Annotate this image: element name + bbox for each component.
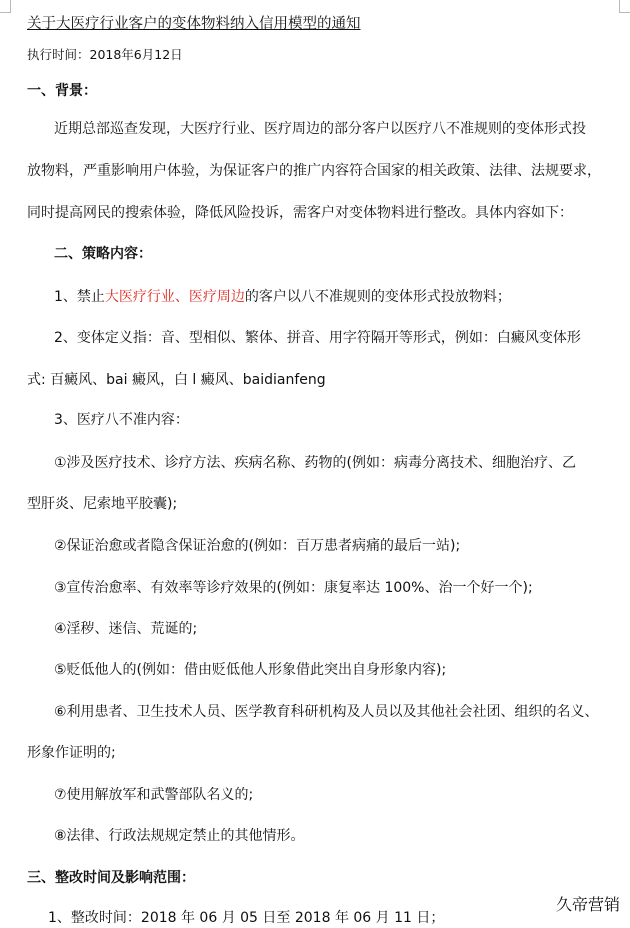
section3-item-1: 1、整改时间：2018 年 06 月 05 日至 2018 年 06 月 11 日；: [48, 910, 445, 926]
strategy-item-1-highlight: 大医疗行业、医疗周边: [104, 289, 245, 305]
document-title: 关于大医疗行业客户的变体物料纳入信用模型的通知: [27, 16, 361, 32]
watermark-text: 久帝营销: [555, 895, 620, 914]
strategy-item-1-suffix: 的客户以八不准规则的变体形式投放物料；: [244, 289, 511, 305]
section2-heading: 二、策略内容：: [54, 246, 152, 262]
page-corner-mark-left: [0, 0, 11, 13]
rule-8: ⑧法律、行政法规规定禁止的其他情形。: [54, 828, 305, 844]
section3-heading: 三、整改时间及影响范围：: [27, 870, 195, 886]
strategy-item-2-line-2: 式: 百癜风、bai 癜风，白 l 癜风、baidianfeng: [27, 372, 326, 388]
strategy-item-1-prefix: 1、禁止: [54, 289, 105, 305]
rule-7: ⑦使用解放军和武警部队名义的;: [54, 787, 254, 803]
rule-1-line-2: 型肝炎、尼索地平胶囊);: [27, 496, 178, 512]
strategy-item-1: [54, 286, 511, 306]
rule-5: ⑤贬低他人的(例如：借由贬低他人形象借此突出自身形象内容);: [54, 662, 447, 678]
page-corner-mark-right: [619, 0, 630, 13]
strategy-item-3: 3、医疗八不准内容：: [54, 412, 189, 428]
rule-4: ④淫秽、迷信、荒诞的;: [54, 621, 198, 637]
rule-1-line-1: ①涉及医疗技术、诊疗方法、疾病名称、药物的(例如：病毒分离技术、细胞治疗、乙: [54, 455, 577, 471]
execution-date: 执行时间：2018年6月12日: [27, 47, 183, 62]
rule-6-line-1: ⑥利用患者、卫生技术人员、医学教育科研机构及人员以及其他社会社团、组织的名义、: [54, 704, 599, 720]
section1-line-1: 近期总部巡查发现，大医疗行业、医疗周边的部分客户以医疗八不准规则的变体形式投: [54, 121, 586, 137]
strategy-item-2-line-1: 2、变体定义指：音、型相似、繁体、拼音、用字符隔开等形式，例如：白癜风变体形: [54, 330, 581, 346]
rule-3: ③宣传治愈率、有效率等诊疗效果的(例如：康复率达 100%、治一个好一个);: [54, 580, 533, 596]
section1-line-2: 放物料，严重影响用户体验，为保证客户的推广内容符合国家的相关政策、法律、法规要求，: [27, 163, 601, 179]
section1-heading: 一、背景：: [27, 83, 97, 99]
section1-line-3: 同时提高网民的搜索体验，降低风险投诉，需客户对变体物料进行整改。具体内容如下：: [27, 205, 573, 221]
rule-6-line-2: 形象作证明的;: [27, 745, 116, 761]
rule-2: ②保证治愈或者隐含保证治愈的(例如：百万患者病痛的最后一站);: [54, 538, 461, 554]
